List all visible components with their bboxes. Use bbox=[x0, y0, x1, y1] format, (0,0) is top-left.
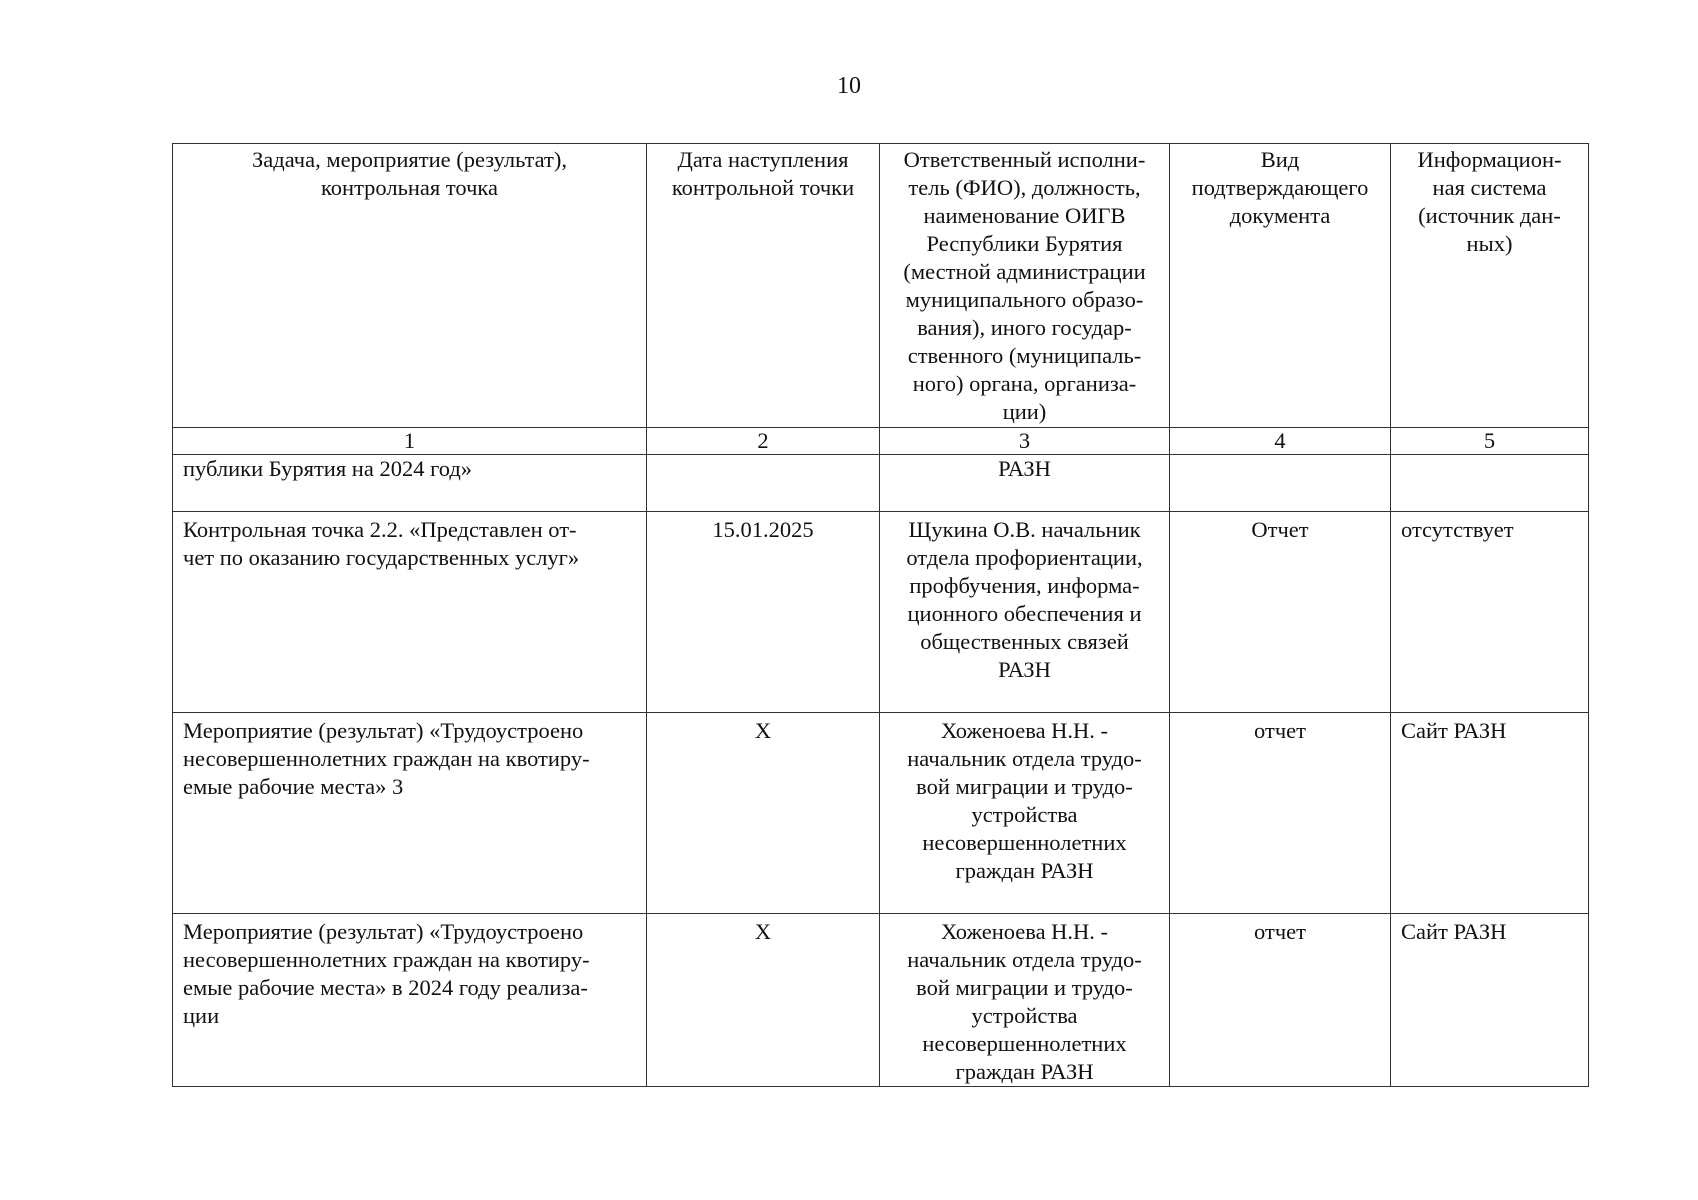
cell-document: отчет bbox=[1170, 914, 1391, 1087]
cell-document: отчет bbox=[1170, 713, 1391, 914]
cell-task: Контрольная точка 2.2. «Представлен от- чет по оказанию государственных услуг» bbox=[173, 512, 647, 713]
cell-document: Отчет bbox=[1170, 512, 1391, 713]
table-row bbox=[173, 455, 1589, 512]
header-responsible: Ответственный исполни- тель (ФИО), должность, наименование ОИГВ Республики Бурятия (местной администрации муниципального образо- вания), иного государ- ственного (муниципаль- ного) органа, организа- ции) bbox=[880, 144, 1170, 428]
column-number: 1 bbox=[173, 428, 647, 455]
cell-responsible: Хоженоева Н.Н. - начальник отдела трудо- вой миграции и трудо- устройства несовершеннолетних граждан РАЗН bbox=[880, 914, 1170, 1087]
cell-date: Х bbox=[647, 914, 880, 1087]
header-system: Информацион- ная система (источник дан- ных) bbox=[1391, 144, 1589, 428]
column-number: 3 bbox=[880, 428, 1170, 455]
cell-date: Х bbox=[647, 713, 880, 914]
cell-task: Мероприятие (результат) «Трудоустроено несовершеннолетних граждан на квотиру- емые рабочие места» 3 bbox=[173, 713, 647, 914]
cell-document bbox=[1170, 455, 1391, 512]
cell-responsible: РАЗН bbox=[880, 455, 1170, 512]
cell-system: Сайт РАЗН bbox=[1391, 914, 1589, 1087]
cell-date: 15.01.2025 bbox=[647, 512, 880, 713]
column-number: 5 bbox=[1391, 428, 1589, 455]
header-document: Вид подтверждающего документа bbox=[1170, 144, 1391, 428]
cell-responsible: Хоженоева Н.Н. - начальник отдела трудо- вой миграции и трудо- устройства несовершеннолетних граждан РАЗН bbox=[880, 713, 1170, 914]
table-header-row bbox=[173, 144, 1589, 428]
cell-task: Мероприятие (результат) «Трудоустроено несовершеннолетних граждан на квотиру- емые рабочие места» в 2024 году реализа- ции bbox=[173, 914, 647, 1087]
column-number-row bbox=[173, 428, 1589, 455]
control-points-table bbox=[172, 143, 1589, 1087]
cell-responsible: Щукина О.В. начальник отдела профориентации, профбучения, информа- ционного обеспечения и общественных связей РАЗН bbox=[880, 512, 1170, 713]
page-number: 10 bbox=[837, 73, 861, 99]
cell-task: публики Бурятия на 2024 год» bbox=[173, 455, 647, 512]
column-number: 4 bbox=[1170, 428, 1391, 455]
header-date: Дата наступления контрольной точки bbox=[647, 144, 880, 428]
column-number: 2 bbox=[647, 428, 880, 455]
table-row bbox=[173, 713, 1589, 914]
cell-system bbox=[1391, 455, 1589, 512]
cell-date bbox=[647, 455, 880, 512]
header-task: Задача, мероприятие (результат), контрольная точка bbox=[173, 144, 647, 428]
table-row bbox=[173, 914, 1589, 1087]
cell-system: Сайт РАЗН bbox=[1391, 713, 1589, 914]
table-row bbox=[173, 512, 1589, 713]
cell-system: отсутствует bbox=[1391, 512, 1589, 713]
